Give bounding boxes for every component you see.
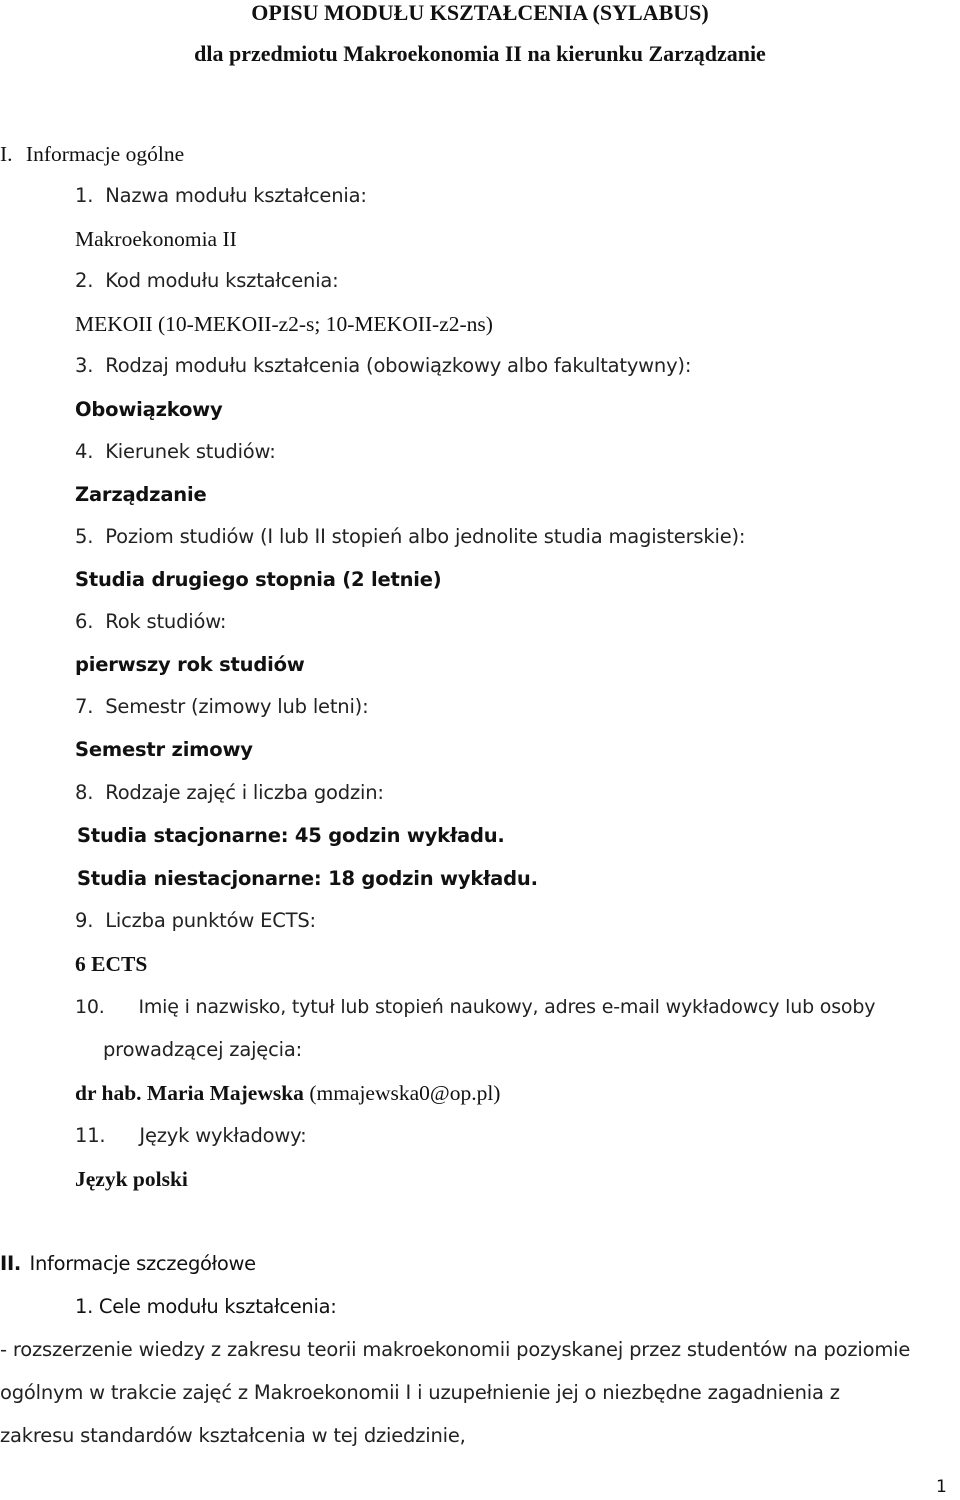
section-1-title: Informacje ogólne	[25, 142, 185, 166]
item-8-answer-line-2: Studia niestacjonarne: 18 godzin wykładu.	[77, 867, 538, 890]
item-9-answer: 6 ECTS	[75, 952, 148, 976]
item-11-question	[75, 1123, 306, 1149]
item-5-question-text: Poziom studiów (I lub II stopień albo jednolite studia magisterskie):	[105, 525, 746, 548]
item-3-question	[75, 353, 691, 379]
item-9-question	[75, 908, 316, 934]
document-subtitle: dla przedmiotu Makroekonomia II na kierunku Zarządzanie	[194, 41, 766, 66]
item-7-answer: Semestr zimowy	[75, 738, 253, 761]
item-7-question	[75, 694, 368, 720]
item-8-number: 8.	[75, 781, 94, 804]
item-6-question	[75, 609, 226, 635]
item-10-question-line-2: prowadzącej zajęcia:	[103, 1038, 302, 1061]
section-2-number: II.	[0, 1252, 22, 1275]
item-6-answer: pierwszy rok studiów	[75, 653, 305, 676]
item-11-answer: Język polski	[75, 1167, 188, 1191]
item-10-question	[75, 994, 875, 1020]
item-10-question-line-1: Imię i nazwisko, tytuł lub stopień naukowy, adres e-mail wykładowcy lub osoby	[138, 996, 876, 1018]
item-6-question-text: Rok studiów:	[105, 610, 227, 633]
item-1-answer: Makroekonomia II	[75, 227, 237, 251]
paragraph-line-1: - rozszerzenie wiedzy z zakresu teorii makroekonomii pozyskanej przez studentów na poziomie	[0, 1338, 911, 1361]
item-11-number: 11.	[75, 1124, 106, 1147]
item-8-question	[75, 780, 384, 806]
item-5-number: 5.	[75, 525, 94, 548]
item-5-answer: Studia drugiego stopnia (2 letnie)	[75, 568, 442, 591]
item-3-number: 3.	[75, 354, 94, 377]
paragraph-line-3: zakresu standardów kształcenia w tej dziedzinie,	[0, 1424, 466, 1447]
item-4-question	[75, 439, 276, 465]
item-4-question-text: Kierunek studiów:	[105, 440, 276, 463]
section-2-subheading: 1. Cele modułu kształcenia:	[75, 1295, 337, 1318]
item-4-number: 4.	[75, 440, 94, 463]
section-1-heading	[0, 141, 184, 167]
page-number: 1	[936, 1477, 947, 1497]
section-1-number: I.	[0, 142, 13, 166]
lecturer-name: dr hab. Maria Majewska	[75, 1081, 304, 1105]
item-8-question-text: Rodzaje zajęć i liczba godzin:	[105, 781, 384, 804]
item-2-question-text: Kod modułu kształcenia:	[105, 269, 339, 292]
item-2-number: 2.	[75, 269, 94, 292]
item-2-answer: MEKOII (10-MEKOII-z2-s; 10-MEKOII-z2-ns)	[75, 312, 493, 336]
document-title: OPISU MODUŁU KSZTAŁCENIA (SYLABUS)	[251, 0, 709, 25]
paragraph-line-2: ogólnym w trakcie zajęć z Makroekonomii I i uzupełnienie jej o niezbędne zagadnienia z	[0, 1381, 840, 1404]
section-2-heading	[0, 1251, 256, 1277]
item-7-number: 7.	[75, 695, 94, 718]
item-8-answer-line-1: Studia stacjonarne: 45 godzin wykładu.	[77, 824, 505, 847]
item-2-question	[75, 268, 339, 294]
item-4-answer: Zarządzanie	[75, 483, 207, 506]
item-6-number: 6.	[75, 610, 94, 633]
item-10-answer	[75, 1080, 500, 1106]
item-10-number: 10.	[75, 996, 105, 1018]
item-11-question-text: Język wykładowy:	[139, 1124, 307, 1147]
item-1-question-text: Nazwa modułu kształcenia:	[105, 184, 367, 207]
item-3-answer: Obowiązkowy	[75, 398, 223, 421]
item-5-question	[75, 524, 745, 550]
item-7-question-text: Semestr (zimowy lub letni):	[105, 695, 369, 718]
item-1-question	[75, 183, 367, 209]
item-9-question-text: Liczba punktów ECTS:	[105, 909, 316, 932]
lecturer-email: (mmajewska0@op.pl)	[303, 1081, 501, 1105]
item-3-question-text: Rodzaj modułu kształcenia (obowiązkowy albo fakultatywny):	[105, 354, 692, 377]
item-1-number: 1.	[75, 184, 94, 207]
item-9-number: 9.	[75, 909, 94, 932]
section-2-title: Informacje szczegółowe	[29, 1252, 256, 1275]
